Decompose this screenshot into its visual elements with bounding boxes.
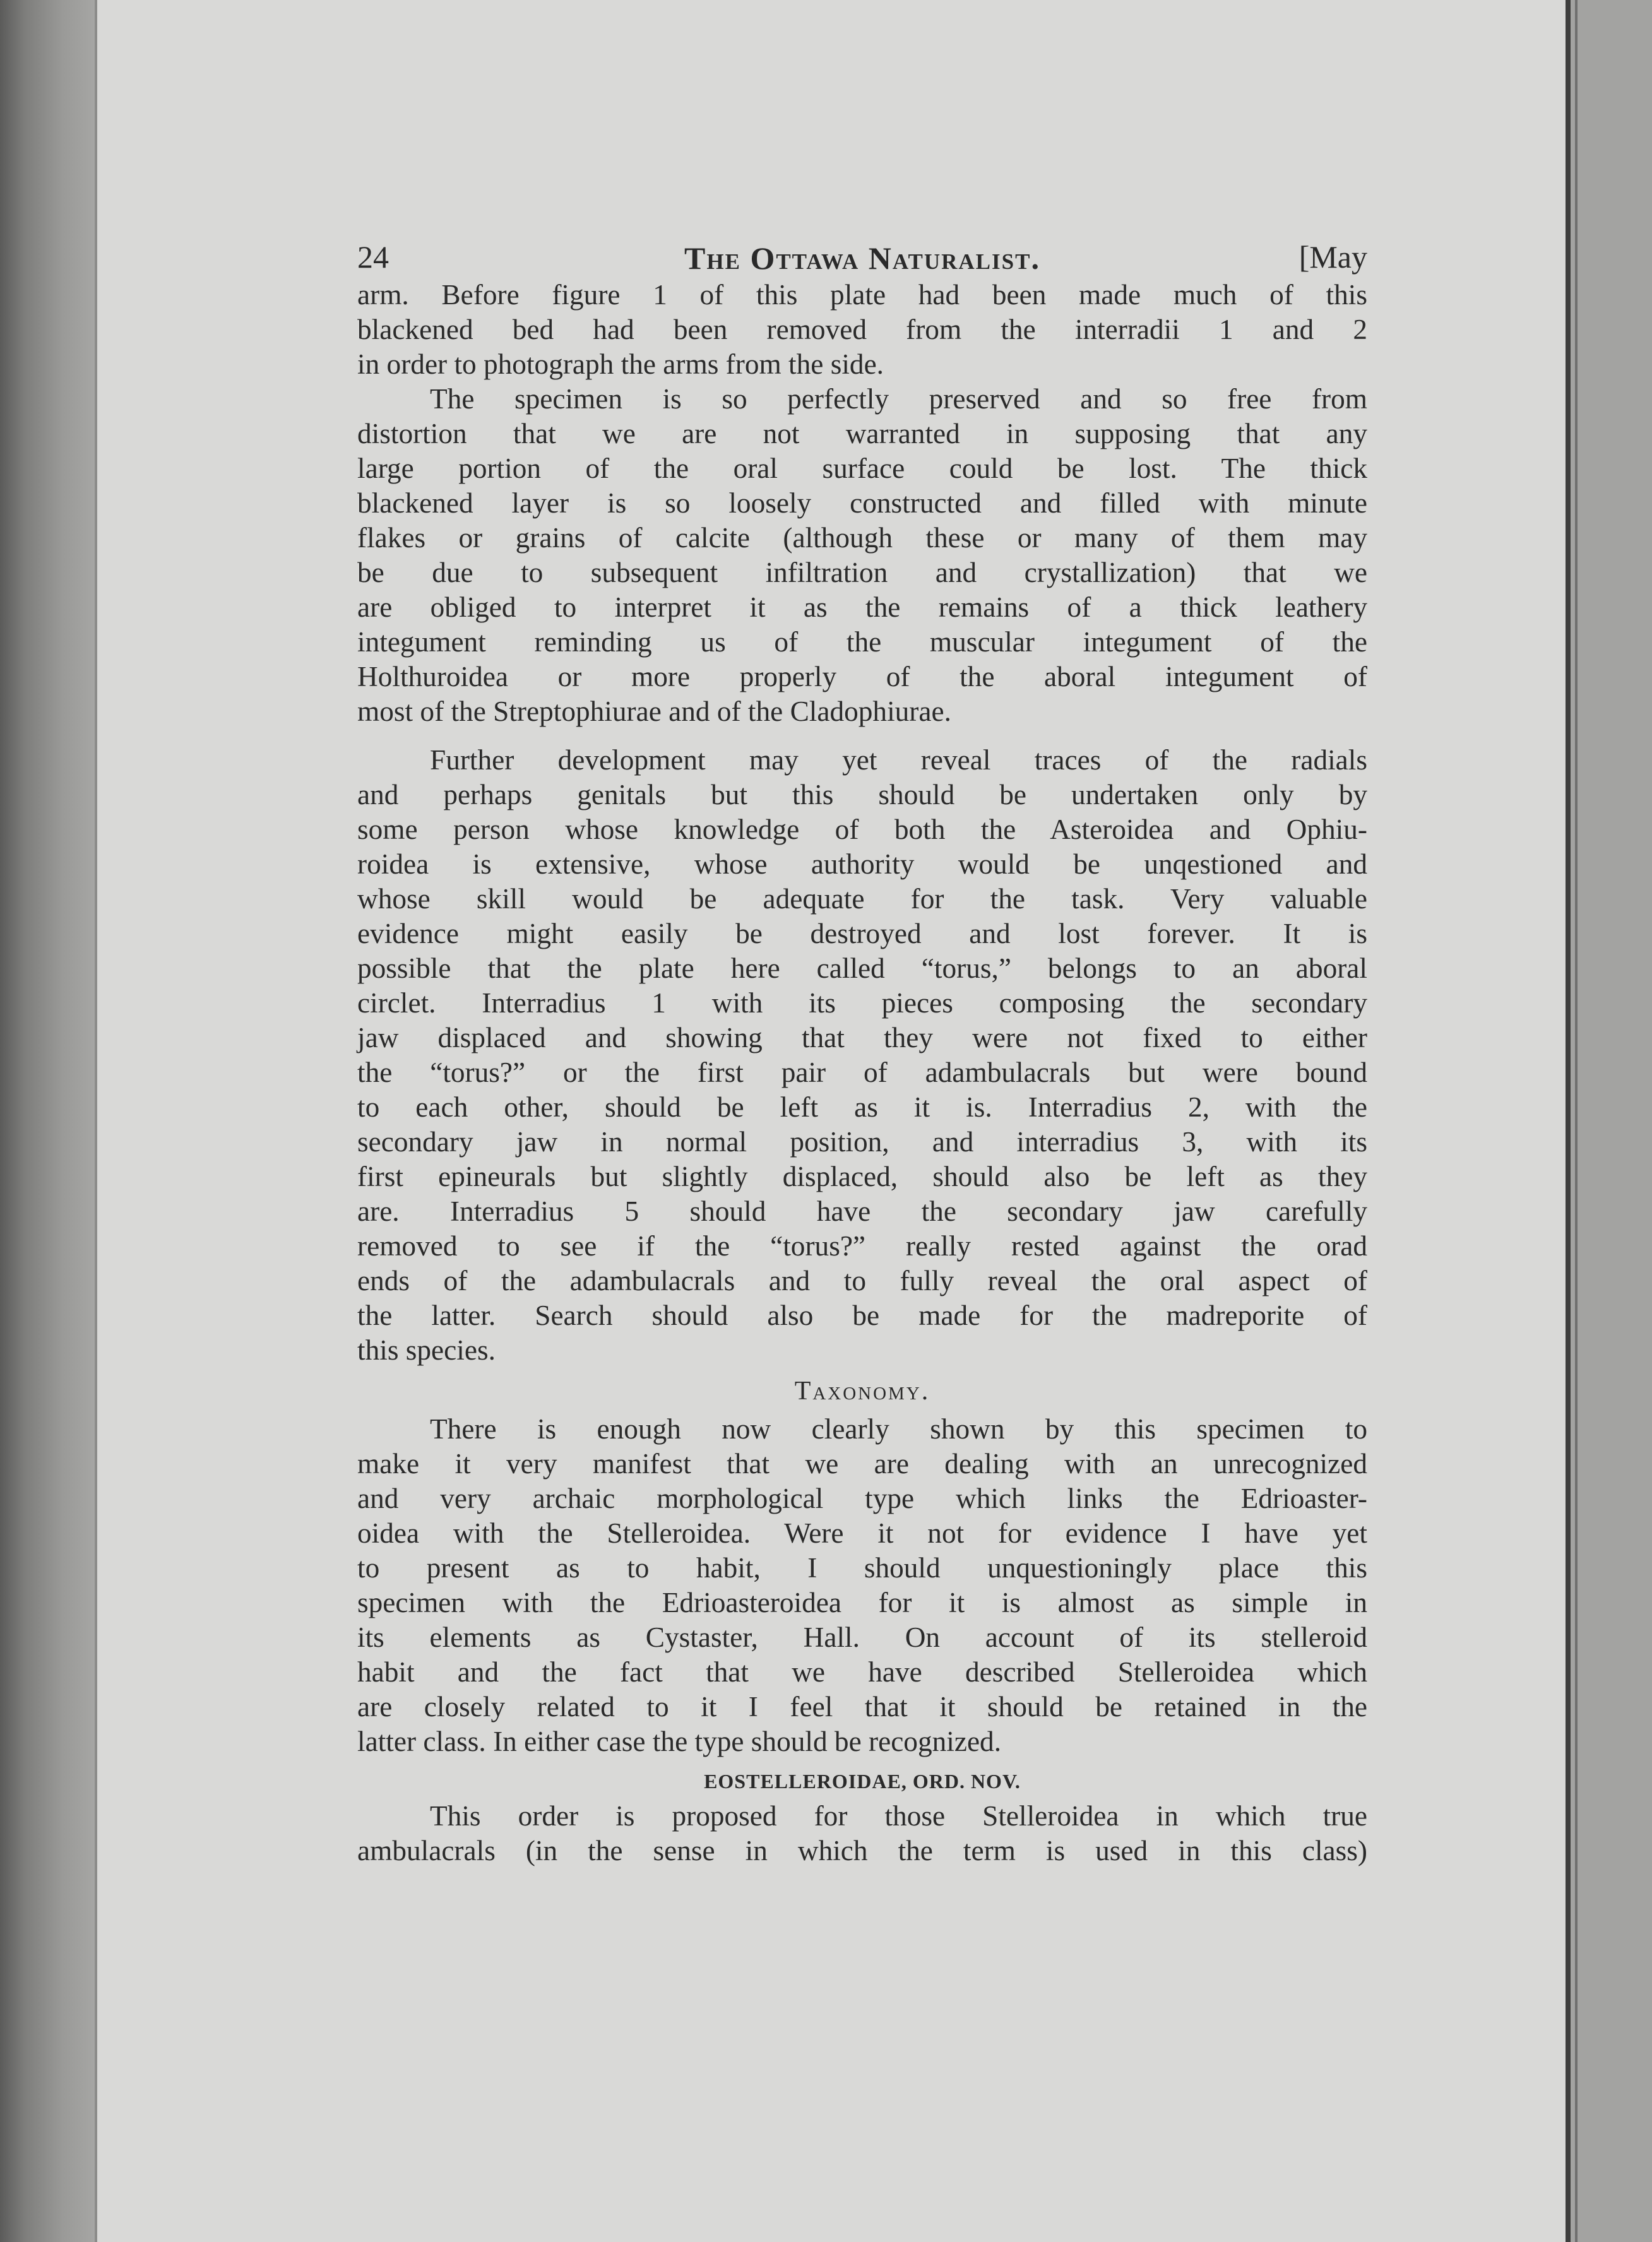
text-line: ends of the adambulacrals and to fully reveal the oral aspect of	[357, 1265, 1367, 1296]
paragraph-3	[357, 743, 1367, 1368]
text-line: large portion of the oral surface could be lost. The thick	[357, 453, 1367, 484]
text-line: flakes or grains of calcite (although these or many of them may	[357, 522, 1367, 554]
book-left-edge	[0, 0, 95, 2242]
text-block	[357, 227, 1367, 1868]
taxonomy-heading: Taxonomy.	[794, 1377, 930, 1406]
text-line: to present as to habit, I should unquestioningly place this	[357, 1552, 1367, 1584]
paragraph-2	[357, 382, 1367, 729]
text-line: possible that the plate here called “torus,” belongs to an aboral	[357, 952, 1367, 984]
paragraph-gap	[357, 729, 1367, 743]
taxonomy-paragraph	[357, 1412, 1367, 1759]
issue-month: [May	[1298, 239, 1367, 275]
text-line: oidea with the Stelleroidea. Were it not for evidence I have yet	[357, 1517, 1367, 1549]
running-head	[357, 227, 1367, 278]
text-line: are closely related to it I feel that it should be retained in the	[357, 1691, 1367, 1723]
text-line: The specimen is so perfectly preserved and so free from	[430, 383, 1367, 415]
text-line: some person whose knowledge of both the Asteroidea and Ophiu-	[357, 814, 1367, 845]
text-line: blackened bed had been removed from the interradii 1 and 2	[357, 314, 1367, 345]
text-line: most of the Streptophiurae and of the Cladophiurae.	[357, 696, 951, 727]
text-line: evidence might easily be destroyed and lost forever. It is	[357, 918, 1367, 949]
text-line: roidea is extensive, whose authority would be unqestioned and	[357, 848, 1367, 880]
book-right-edge	[1571, 0, 1652, 2242]
text-line: arm. Before figure 1 of this plate had been made much of this	[357, 279, 1367, 311]
text-line: to each other, should be left as it is. Interradius 2, with the	[357, 1091, 1367, 1123]
text-line: the latter. Search should also be made for the madreporite of	[357, 1300, 1367, 1331]
text-line: Further development may yet reveal traces of the radials	[430, 744, 1367, 776]
text-line: be due to subsequent infiltration and crystallization) that we	[357, 557, 1367, 588]
text-line: distortion that we are not warranted in supposing that any	[357, 418, 1367, 449]
text-line: circlet. Interradius 1 with its pieces composing the secondary	[357, 987, 1367, 1019]
text-line: first epineurals but slightly displaced, should also be left as they	[357, 1161, 1367, 1192]
text-line: make it very manifest that we are dealing with an unrecognized	[357, 1448, 1367, 1480]
order-heading: EOSTELLEROIDAE, ORD. NOV.	[704, 1770, 1021, 1793]
page-number: 24	[357, 239, 389, 275]
order-paragraph	[357, 1799, 1367, 1868]
text-line: removed to see if the “torus?” really rested against the orad	[357, 1230, 1367, 1262]
text-line: This order is proposed for those Stelleroidea in which true	[430, 1800, 1367, 1832]
text-line: are obliged to interpret it as the remains of a thick leathery	[357, 591, 1367, 623]
text-line: are. Interradius 5 should have the secondary jaw carefully	[357, 1195, 1367, 1227]
page-fold-line	[1575, 0, 1578, 2242]
text-line: and very archaic morphological type which links the Edrioaster-	[357, 1483, 1367, 1514]
text-line: in order to photograph the arms from the side.	[357, 348, 884, 380]
text-line: and perhaps genitals but this should be undertaken only by	[357, 779, 1367, 810]
journal-title: The Ottawa Naturalist.	[684, 240, 1040, 276]
text-line: the “torus?” or the first pair of adambulacrals but were bound	[357, 1057, 1367, 1088]
paragraph-1	[357, 278, 1367, 382]
text-line: ambulacrals (in the sense in which the term is used in this class)	[357, 1835, 1367, 1866]
text-line: specimen with the Edrioasteroidea for it is almost as simple in	[357, 1587, 1367, 1618]
text-line: There is enough now clearly shown by this specimen to	[430, 1413, 1367, 1445]
text-line: this species.	[357, 1334, 496, 1366]
text-line: whose skill would be adequate for the task. Very valuable	[357, 883, 1367, 915]
text-line: latter class. In either case the type should be recognized.	[357, 1726, 1002, 1757]
text-line: secondary jaw in normal position, and interradius 3, with its	[357, 1126, 1367, 1158]
text-line: habit and the fact that we have described Stelleroidea which	[357, 1656, 1367, 1688]
text-line: Holthuroidea or more properly of the aboral integument of	[357, 661, 1367, 692]
text-line: jaw displaced and showing that they were not fixed to either	[357, 1022, 1367, 1053]
text-line: its elements as Cystaster, Hall. On account of its stelleroid	[357, 1622, 1367, 1653]
text-line: integument reminding us of the muscular integument of the	[357, 626, 1367, 658]
text-line: blackened layer is so loosely constructed and filled with minute	[357, 487, 1367, 519]
